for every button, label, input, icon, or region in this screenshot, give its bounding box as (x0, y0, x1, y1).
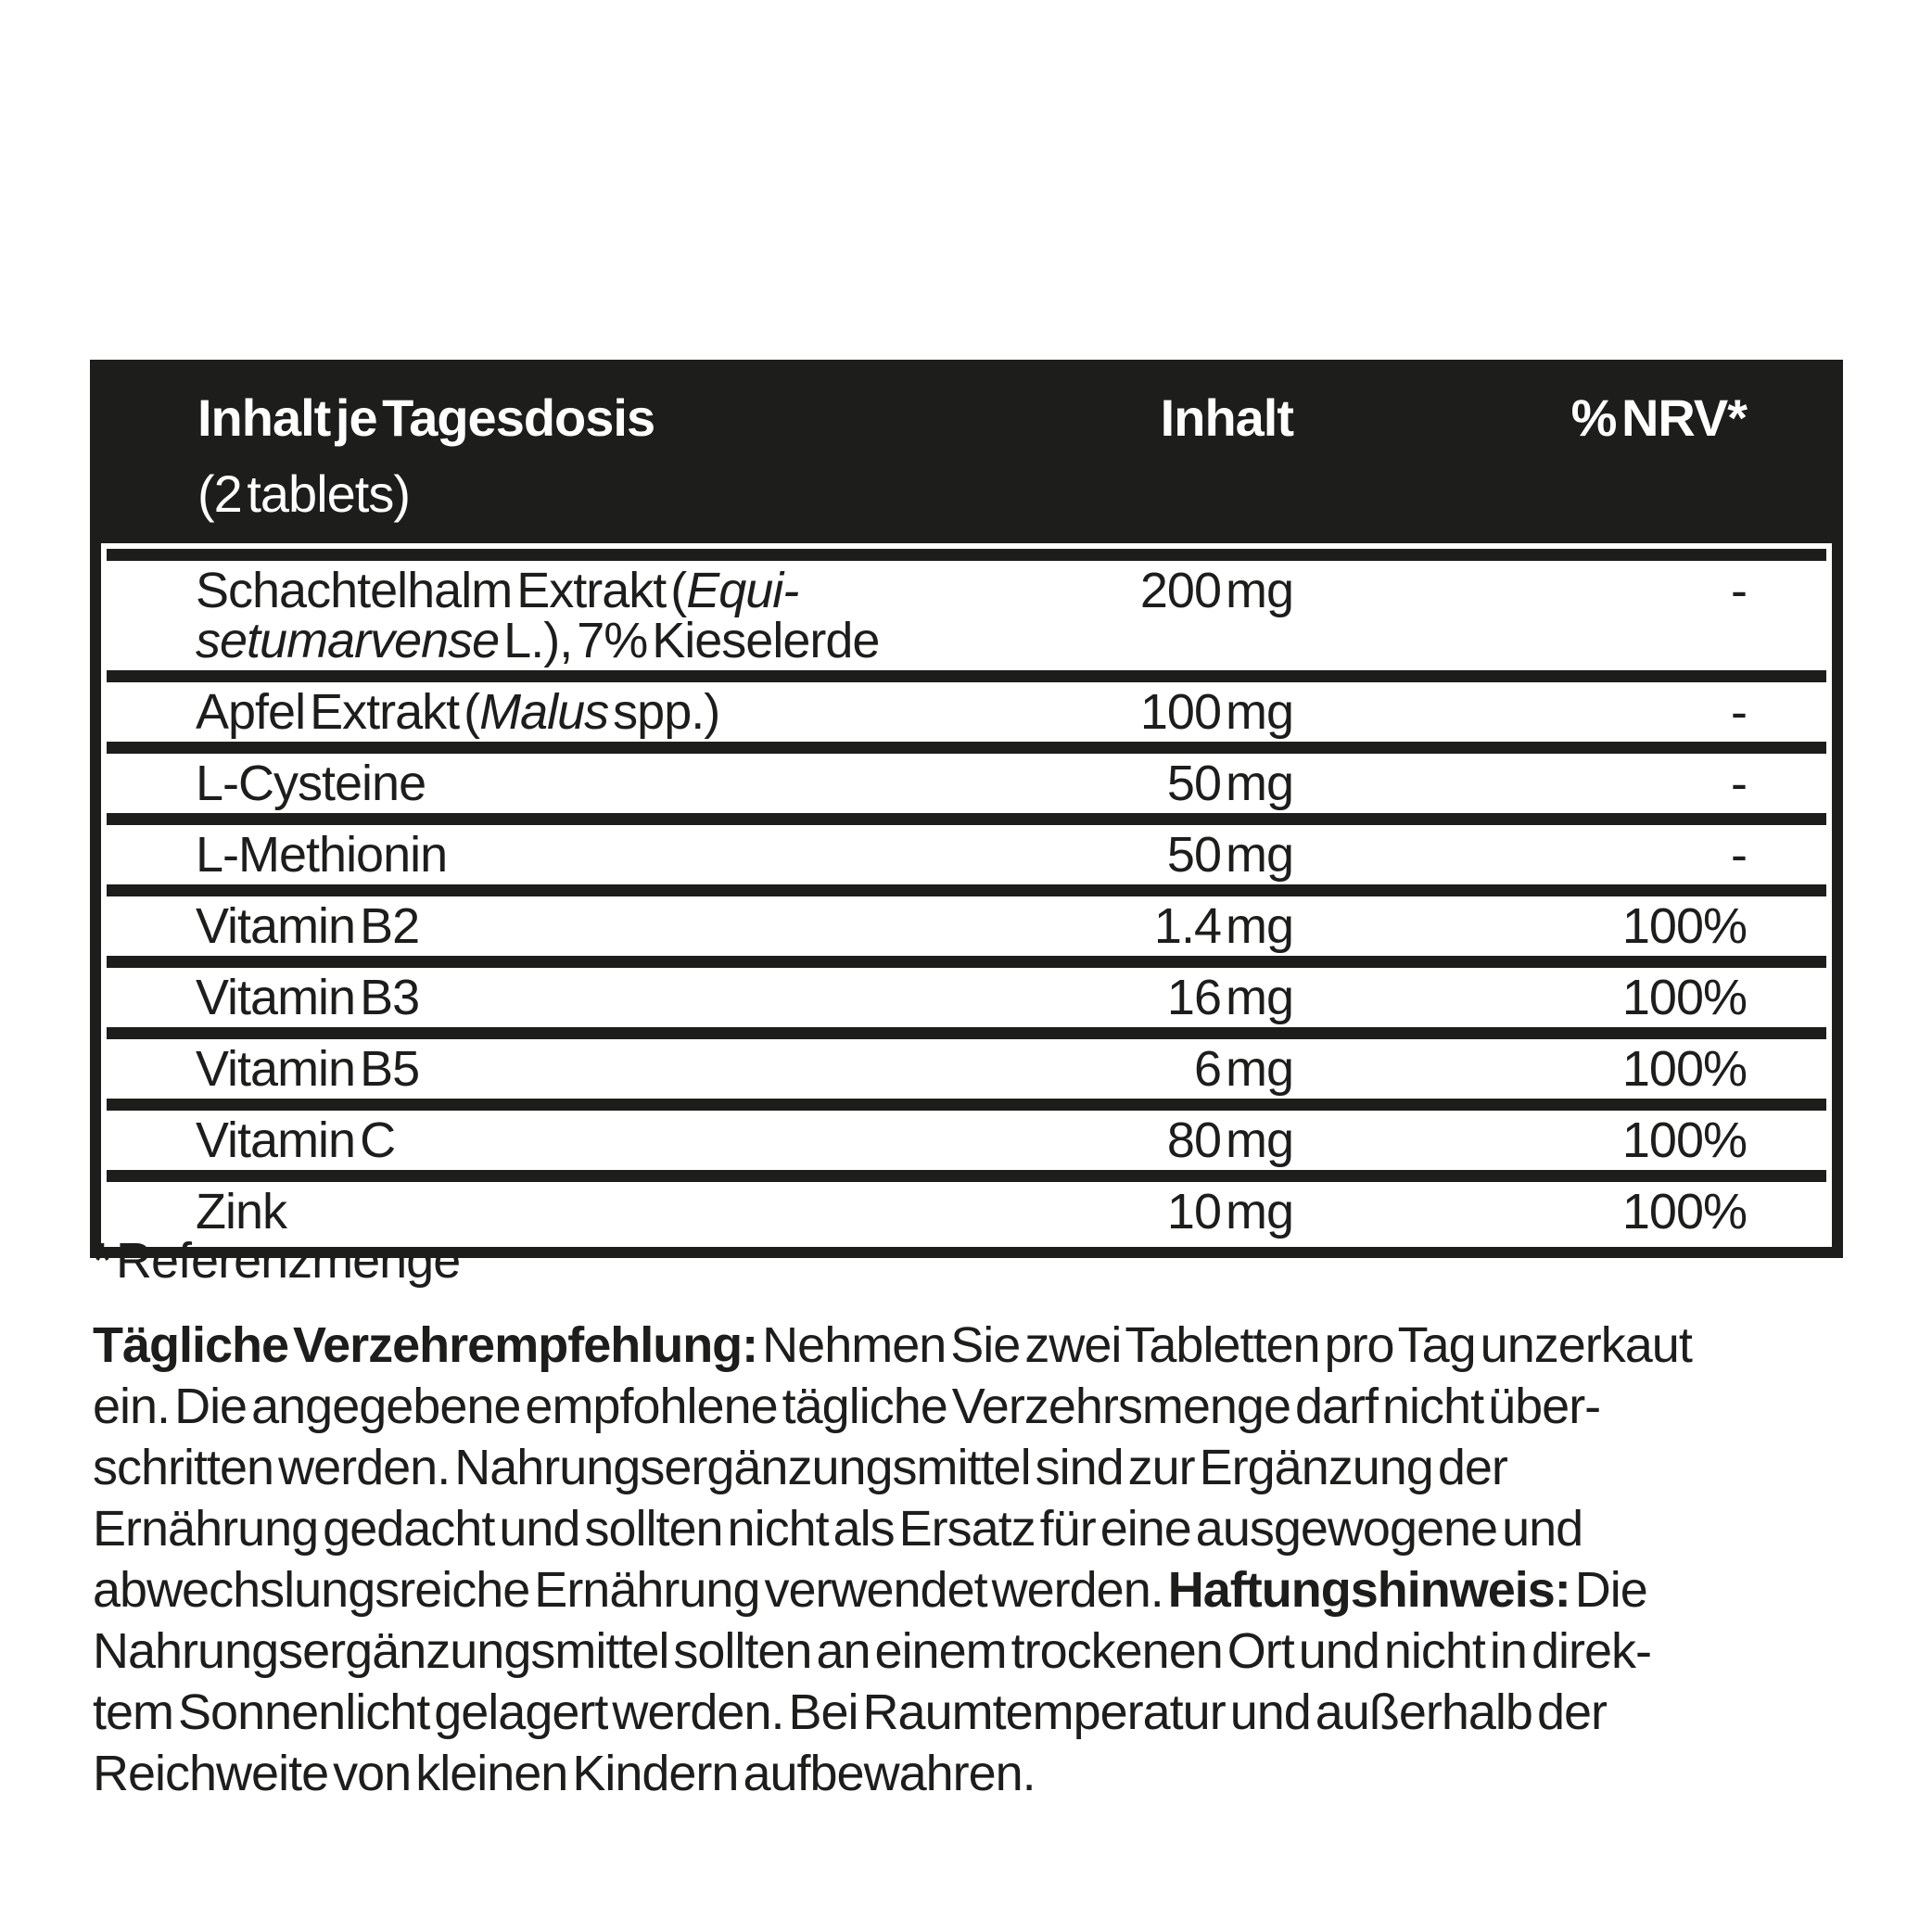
ingredient-name (196, 1184, 1826, 1239)
text-segment: spp.) (608, 684, 720, 740)
text-segment: Equi- (686, 563, 799, 618)
table-header-row (101, 371, 1832, 543)
ingredient-name-line (196, 898, 1826, 954)
text-segment: Vitamin B3 (196, 970, 420, 1025)
text-segment: Zink (196, 1184, 287, 1239)
nrv-value: - (1731, 827, 1747, 883)
table-row (107, 1027, 1826, 1099)
ingredient-name-line (196, 1112, 1826, 1168)
table-row (107, 1170, 1826, 1241)
nrv-value: 100% (1621, 1184, 1747, 1239)
amount-value: 50 mg (1166, 756, 1293, 811)
ingredient-name (196, 756, 1826, 811)
table-row (107, 549, 1826, 670)
text-segment: Vitamin B5 (196, 1041, 420, 1097)
nrv-value: - (1731, 563, 1747, 618)
ingredient-name-line (196, 684, 1826, 740)
ingredient-name-line (196, 827, 1826, 883)
text-segment: Vitamin C (196, 1112, 396, 1168)
nutrition-facts-table (90, 360, 1843, 1258)
table-row (107, 956, 1826, 1027)
amount-value: 16 mg (1166, 970, 1293, 1025)
ingredient-name-line (196, 613, 1826, 668)
nrv-value: 100% (1621, 1041, 1747, 1097)
text-segment: Die (1570, 1562, 1647, 1618)
table-row (107, 670, 1826, 742)
nrv-value: - (1731, 756, 1747, 811)
ingredient-name-line (196, 563, 1826, 618)
ingredient-name (196, 1112, 1826, 1168)
text-segment: Nehmen Sie zwei Tabletten pro Tag unzerkaut (757, 1317, 1692, 1373)
table-row (107, 742, 1826, 813)
text-segment: ein. Die angegebene empfohlene tägliche Verzehrsmenge darf nicht über- (93, 1379, 1601, 1434)
paragraph-line (93, 1621, 1854, 1682)
nrv-value: 100% (1621, 898, 1747, 954)
paragraph-line (93, 1376, 1854, 1437)
amount-value: 200 mg (1139, 563, 1293, 618)
text-segment: Haftungshinweis: (1167, 1562, 1570, 1618)
table-row (107, 1099, 1826, 1170)
ingredient-name-line (196, 1041, 1826, 1097)
text-segment: Tägliche Verzehrempfehlung: (93, 1317, 758, 1373)
ingredient-name-line (196, 756, 1826, 811)
column-header-amount: Inhalt (1160, 388, 1293, 447)
text-segment: Malus (479, 684, 609, 740)
amount-value: 6 mg (1193, 1041, 1293, 1097)
column-header-nrv: % NRV* (1570, 388, 1747, 447)
ingredient-name (196, 972, 1826, 1023)
text-segment: Ernährung gedacht und sollten nicht als Ersatz für eine ausgewogene und (93, 1501, 1583, 1557)
ingredient-name (196, 684, 1826, 740)
usage-instructions-paragraph (93, 1315, 1854, 1804)
text-segment: Schachtelhalm Extrakt ( (196, 563, 687, 618)
ingredient-name-line (196, 972, 1826, 1023)
paragraph-line (93, 1559, 1854, 1621)
ingredient-name (196, 563, 1826, 668)
footnote-reference: * Referenzmenge (93, 1233, 461, 1289)
ingredient-name (196, 1041, 1826, 1097)
nrv-value: - (1731, 684, 1747, 740)
paragraph-line (93, 1498, 1854, 1559)
text-segment: schritten werden. Nahrungsergänzungsmittel sind zur Ergänzung der (93, 1440, 1507, 1495)
amount-value: 80 mg (1166, 1112, 1293, 1168)
text-segment: L-Methionin (196, 827, 448, 883)
text-segment: Apfel Extrakt ( (196, 684, 480, 740)
paragraph-line (93, 1743, 1854, 1804)
text-segment: tem Sonnenlicht gelagert werden. Bei Raumtemperatur und außerhalb der (93, 1684, 1608, 1740)
amount-value: 100 mg (1139, 684, 1293, 740)
paragraph-line (93, 1682, 1854, 1743)
paragraph-line (93, 1315, 1854, 1376)
text-segment: L.), 7% Kieselerde (499, 613, 880, 668)
amount-value: 50 mg (1166, 827, 1293, 883)
text-segment: Vitamin B2 (196, 898, 420, 954)
text-segment: setumarvense (196, 613, 500, 668)
paragraph-line (93, 1437, 1854, 1498)
ingredient-name (196, 827, 1826, 883)
table-row (107, 884, 1826, 956)
table-body (101, 543, 1832, 1247)
table-row (107, 813, 1826, 884)
text-segment: Reichweite von kleinen Kindern aufbewahren. (93, 1746, 1036, 1801)
nrv-value: 100% (1621, 970, 1747, 1025)
text-segment: abwechslungsreiche Ernährung verwendet werden. (93, 1562, 1168, 1618)
text-segment: Nahrungsergänzungsmittel sollten an einem trockenen Ort und nicht in direk- (93, 1623, 1651, 1679)
amount-value: 1.4 mg (1153, 898, 1293, 954)
dose-subtitle: (2 tablets) (197, 464, 410, 523)
column-header-contents-per-dose: Inhalt je Tagesdosis (197, 388, 655, 447)
nrv-value: 100% (1621, 1112, 1747, 1168)
ingredient-name (196, 898, 1826, 954)
ingredient-name-line (196, 1184, 1826, 1239)
amount-value: 10 mg (1166, 1184, 1293, 1239)
text-segment: L-Cysteine (196, 756, 426, 811)
